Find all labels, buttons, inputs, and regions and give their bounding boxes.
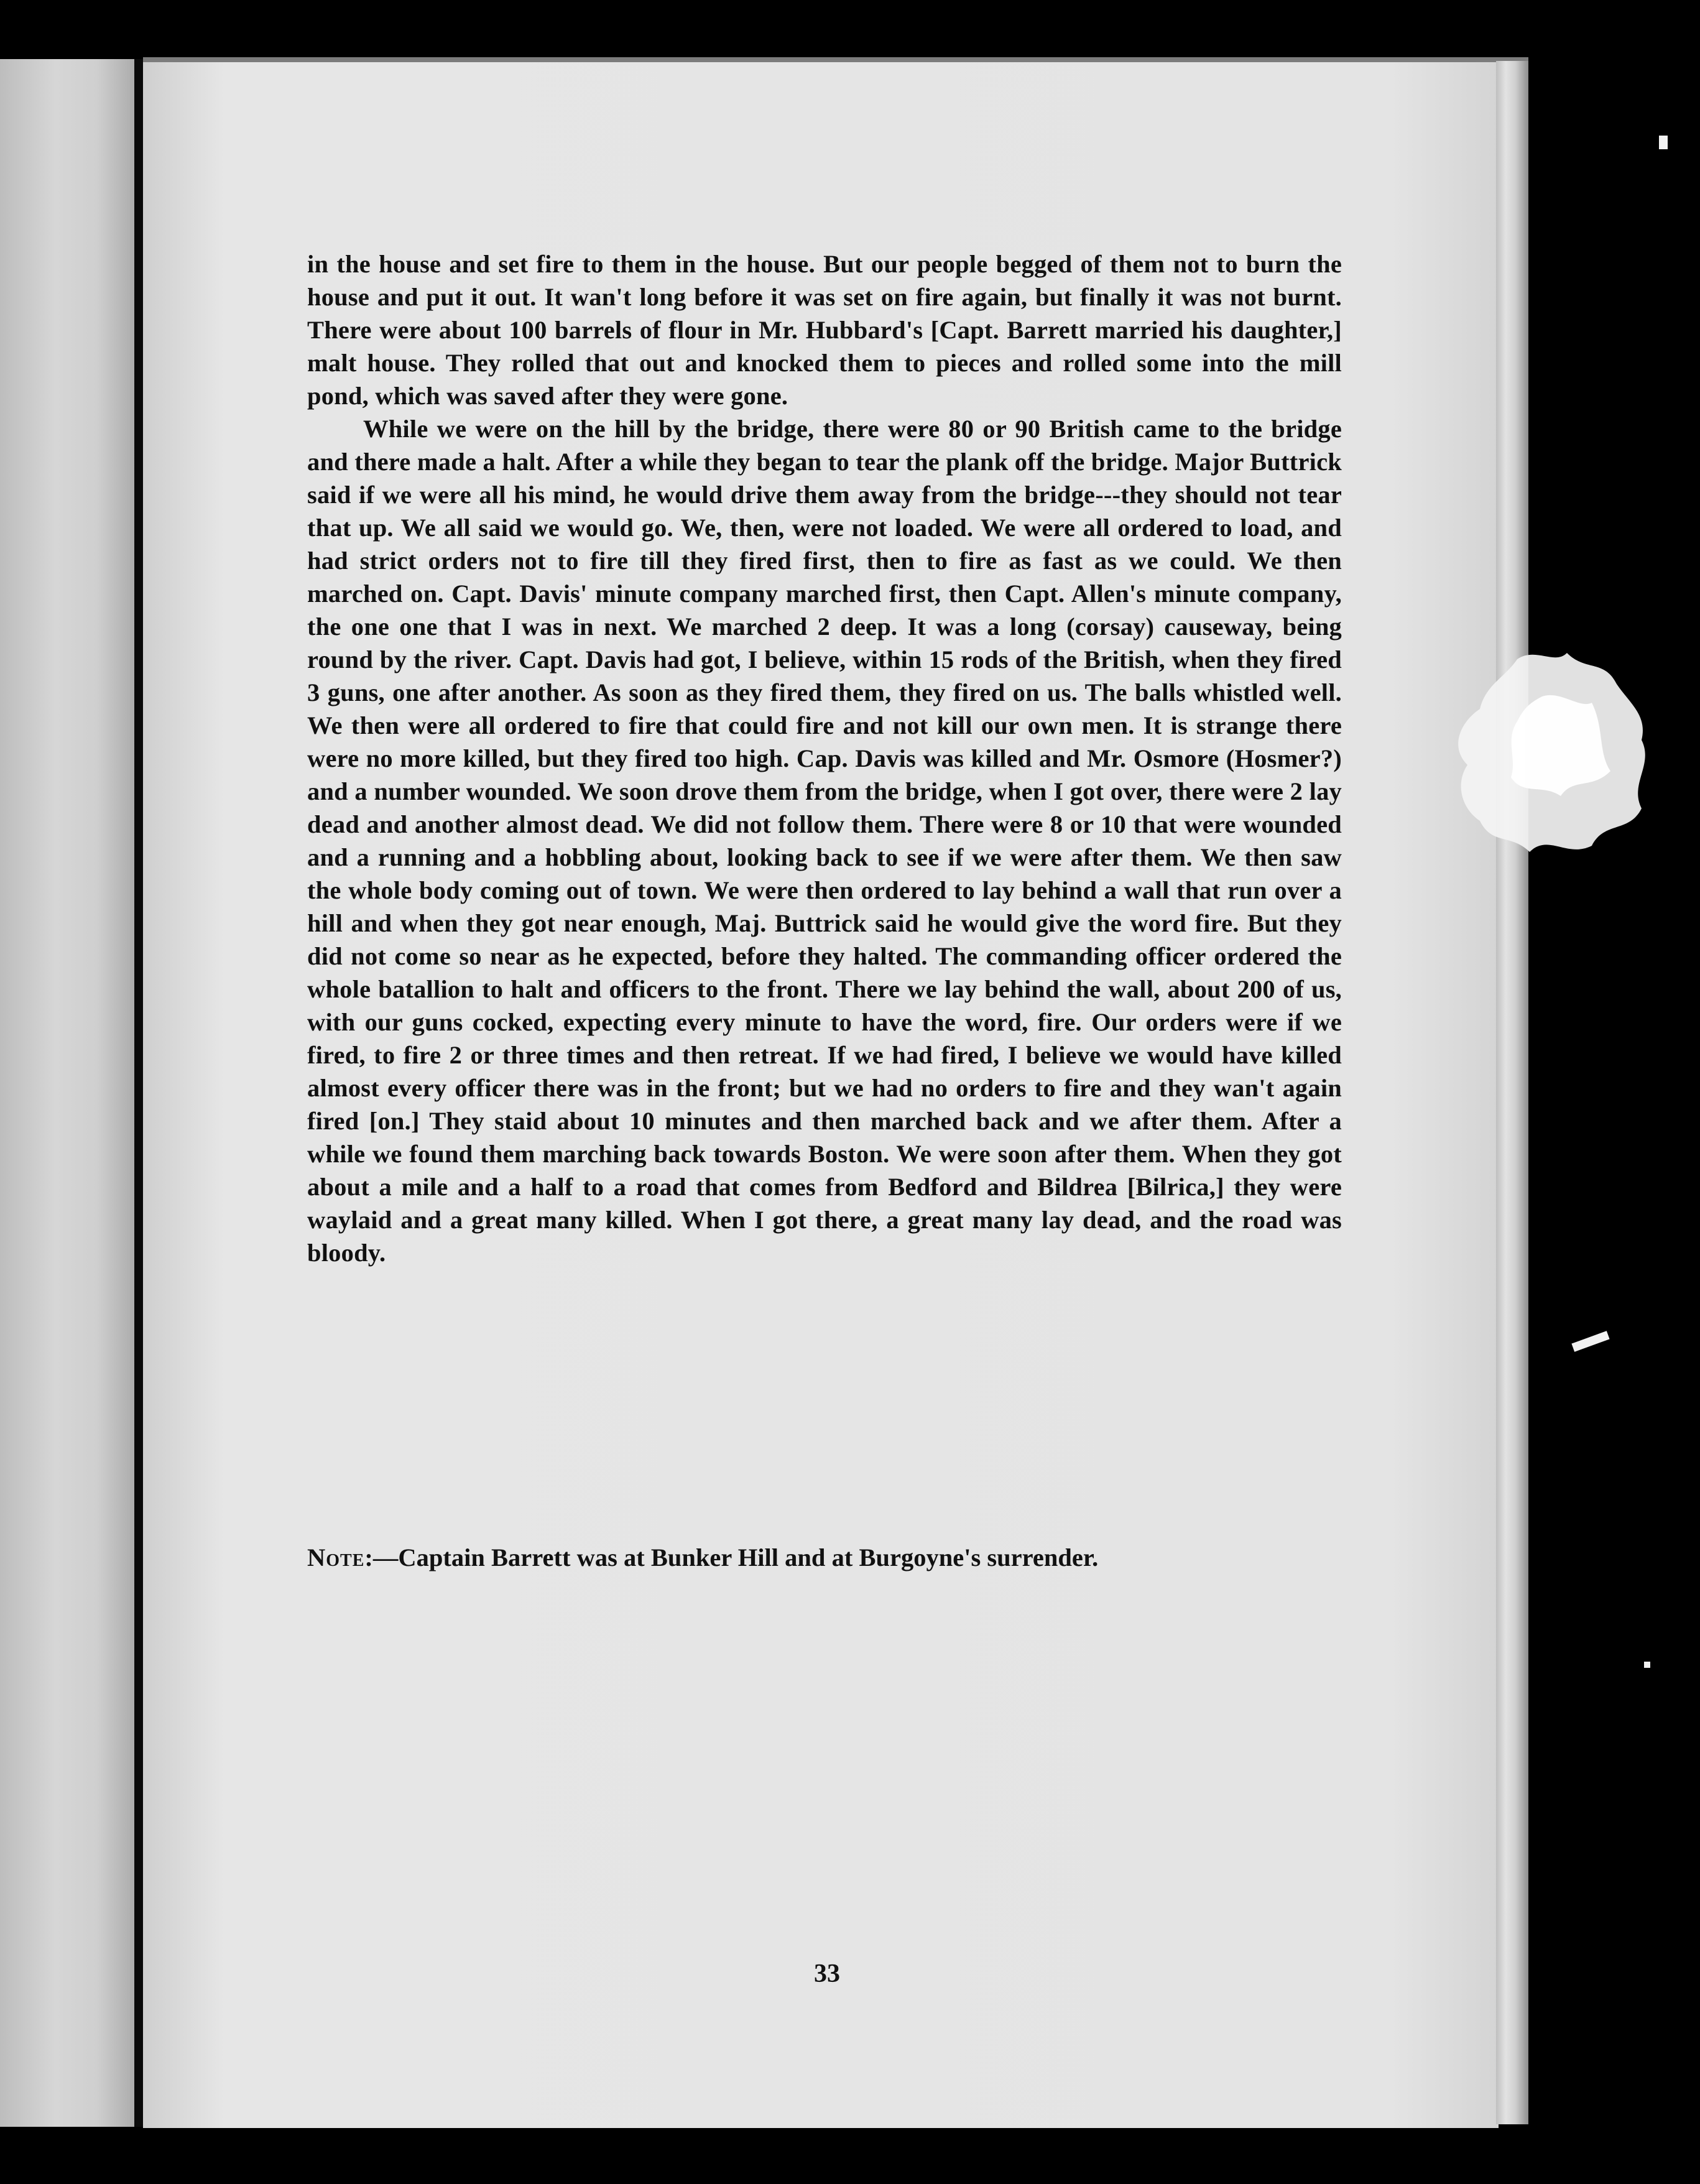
paragraph-2: While we were on the hill by the bridge, there were 80 or 90 British came to the bridge and there made a halt. After a while they began to tear the plank off the bridge. Major Buttrick said if we were all his mind, he would drive them away from the bridge---they should not tear that up. We all said we would go. We, then, were not loaded. We were all ordered to load, and had strict orders not to fire till they fired first, then to fire as fast as we could. We then marched on. Capt. Davis' minute company marched first, then Capt. Allen's minute company, the one one that I was in next. We marched 2 deep. It was a long (corsay) causeway, being round by the river. Capt. Davis had got, I believe, within 15 rods of the British, when they fired 3 guns, one after another. As soon as they fired them, they fired on us. The balls whistled well. We then were all ordered to fire that could fire and not kill our own men. It is strange there were no more killed, but they fired too high. Cap. Davis was killed and Mr. Osmore (Hosmer?) and a number wounded. We soon drove them from the bridge, when I got over, there were 2 lay dead and another almost dead. We did not follow them. There were 8 or 10 that were wounded and a running and a hobbling about, looking back to see if we were after them. We then saw the whole body coming out of town. We were then ordered to lay behind a wall that run over a hill and when they got near enough, Maj. Buttrick said he would give the word fire. But they did not come so near as he expected, before they halted. The commanding officer ordered the whole batallion to halt and officers to the front. There we lay behind the wall, about 200 of us, with our guns cocked, expecting every minute to have the word, fire. Our orders were if we fired, to fire 2 or three times and then retreat. If we had fired, I believe we would have killed almost every officer there was in the front; but we had no orders to fire and they wan't again fired [on.] They staid about 10 minutes and then marched back and we after them. After a while we found them marching back towards Boston. We were soon after them. When they got about a mile and a half to a road that comes from Bedford and Bildrea [Bilrica,] they were waylaid and a great many killed. When I got there, a great many lay dead, and the road was bloody. [307, 415, 1342, 1267]
page-number: 33 [814, 1960, 840, 1988]
body-text [307, 248, 1342, 1269]
spine-shadow [134, 59, 143, 2127]
note-label: Note [307, 1543, 365, 1571]
paragraph-1: in the house and set fire to them in the house. But our people begged of them not to burn the house and put it out. It wan't long before it was set on fire again, but finally it was not burnt. There were about 100 barrels of flour in Mr. Hubbard's [Capt. Barrett married his daughter,] malt house. They rolled that out and knocked them to pieces and rolled some into the mill pond, which was saved after they were gone. [307, 250, 1342, 410]
scan-speck [1659, 136, 1668, 149]
scan-speck [1644, 1662, 1650, 1668]
page-top-edge [143, 57, 1528, 62]
footnote [307, 1541, 1364, 1574]
scan-speck [1571, 1331, 1609, 1352]
page-right-edge [1496, 61, 1528, 2124]
torn-paper-damage [1443, 647, 1666, 871]
binding-gutter [0, 59, 138, 2127]
note-text: :—Captain Barrett was at Bunker Hill and at Burgoyne's surrender. [364, 1543, 1099, 1571]
